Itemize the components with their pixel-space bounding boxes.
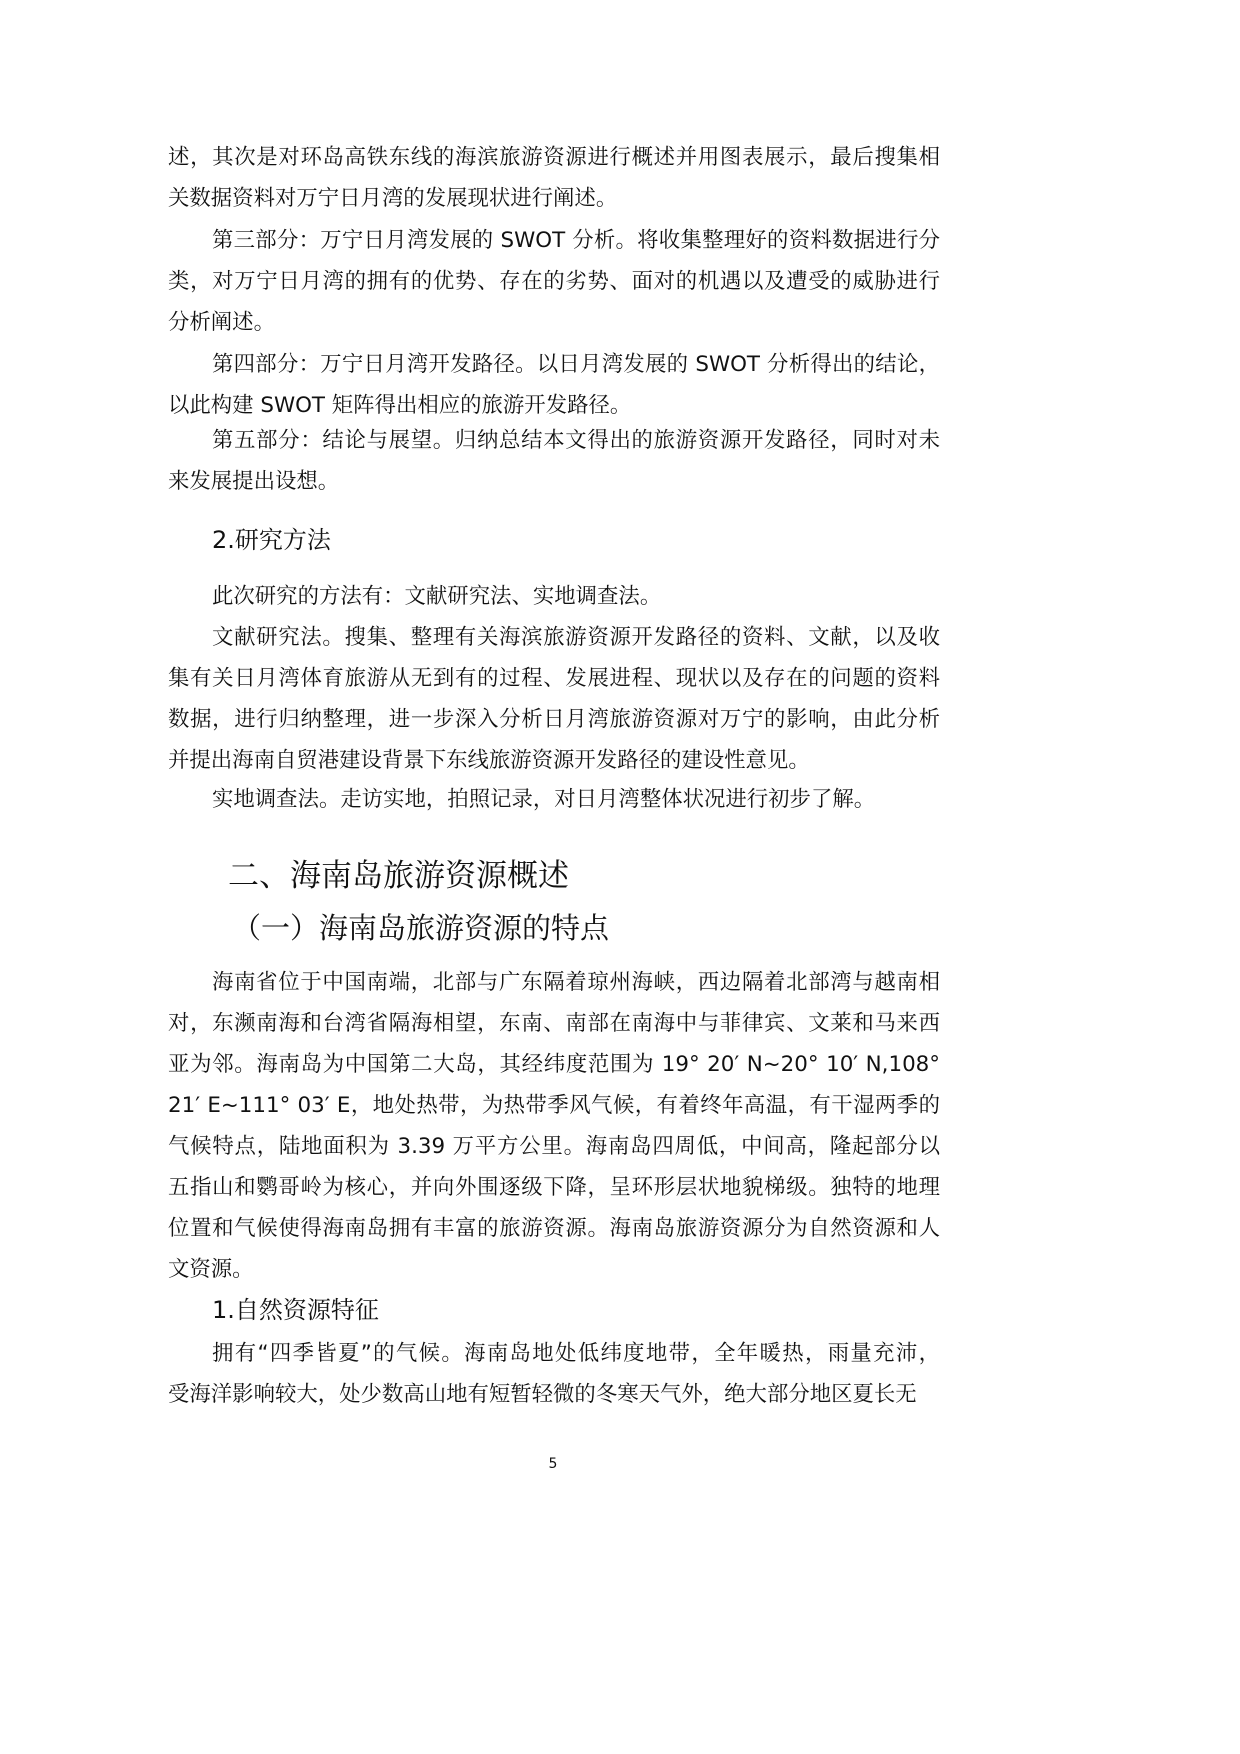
text-line: 第五部分：结论与展望。归纳总结本文得出的旅游资源开发路径，同时对未 [212, 428, 940, 453]
text-line: 以此构建 SWOT 矩阵得出相应的旅游开发路径。 [168, 393, 632, 418]
text-line: 第四部分：万宁日月湾开发路径。以日月湾发展的 SWOT 分析得出的结论， [212, 352, 940, 377]
section-heading: 二、海南岛旅游资源概述 [228, 858, 569, 894]
paragraph [168, 576, 940, 617]
paragraph [168, 420, 940, 502]
text-line: 气候特点，陆地面积为 3.39 万平方公里。海南岛四周低，中间高，隆起部分以 [168, 1134, 940, 1159]
sub-heading: 1.自然资源特征 [212, 1296, 379, 1324]
text-line: 来发展提出设想。 [168, 469, 340, 494]
paragraph [168, 220, 940, 343]
text-line: 述，其次是对环岛高铁东线的海滨旅游资源进行概述并用图表展示，最后搜集相 [168, 145, 940, 170]
text-line: 对，东濒南海和台湾省隔海相望，东南、南部在南海中与菲律宾、文莱和马来西 [168, 1011, 940, 1036]
text-line: 关数据资料对万宁日月湾的发展现状进行阐述。 [168, 186, 618, 211]
text-line: 五指山和鹦哥岭为核心，并向外围逐级下降，呈环形层状地貌梯级。独特的地理 [168, 1175, 940, 1200]
text-line: 21′ E~111° 03′ E，地处热带，为热带季风气候，有着终年高温，有干湿两季的 [168, 1093, 940, 1118]
paragraph [168, 344, 940, 426]
text-line: 数据，进行归纳整理，进一步深入分析日月湾旅游资源对万宁的影响，由此分析 [168, 707, 940, 732]
sub-heading: 2.研究方法 [212, 526, 331, 554]
text-line: 文资源。 [168, 1257, 254, 1282]
text-line: 拥有“四季皆夏”的气候。海南岛地处低纬度地带，全年暖热，雨量充沛， [212, 1341, 940, 1366]
page-number: 5 [548, 1456, 558, 1472]
paragraph [168, 1333, 940, 1415]
text-line: 集有关日月湾体育旅游从无到有的过程、发展进程、现状以及存在的问题的资料 [168, 666, 940, 691]
paragraph [168, 779, 940, 820]
paragraph [168, 137, 940, 219]
text-line: 亚为邻。海南岛为中国第二大岛，其经纬度范围为 19° 20′ N~20° 10′ N,108° [168, 1052, 940, 1077]
text-line: 类，对万宁日月湾的拥有的优势、存在的劣势、面对的机遇以及遭受的威胁进行 [168, 269, 940, 294]
text-line: 并提出海南自贸港建设背景下东线旅游资源开发路径的建设性意见。 [168, 748, 810, 773]
text-line: 文献研究法。搜集、整理有关海滨旅游资源开发路径的资料、文献，以及收 [212, 625, 940, 650]
paragraph [168, 962, 940, 1290]
paragraph [168, 617, 940, 781]
text-line: 受海洋影响较大，处少数高山地有短暂轻微的冬寒天气外，绝大部分地区夏长无 [168, 1382, 917, 1407]
text-line: 第三部分：万宁日月湾发展的 SWOT 分析。将收集整理好的资料数据进行分 [212, 228, 940, 253]
subsection-heading: （一）海南岛旅游资源的特点 [232, 911, 610, 945]
text-line: 位置和气候使得海南岛拥有丰富的旅游资源。海南岛旅游资源分为自然资源和人 [168, 1216, 940, 1241]
text-line: 海南省位于中国南端，北部与广东隔着琼州海峡，西边隔着北部湾与越南相 [212, 970, 940, 995]
text-line: 分析阐述。 [168, 310, 275, 335]
text-line: 实地调查法。走访实地，拍照记录，对日月湾整体状况进行初步了解。 [212, 787, 876, 812]
text-line: 此次研究的方法有：文献研究法、实地调查法。 [212, 584, 662, 609]
